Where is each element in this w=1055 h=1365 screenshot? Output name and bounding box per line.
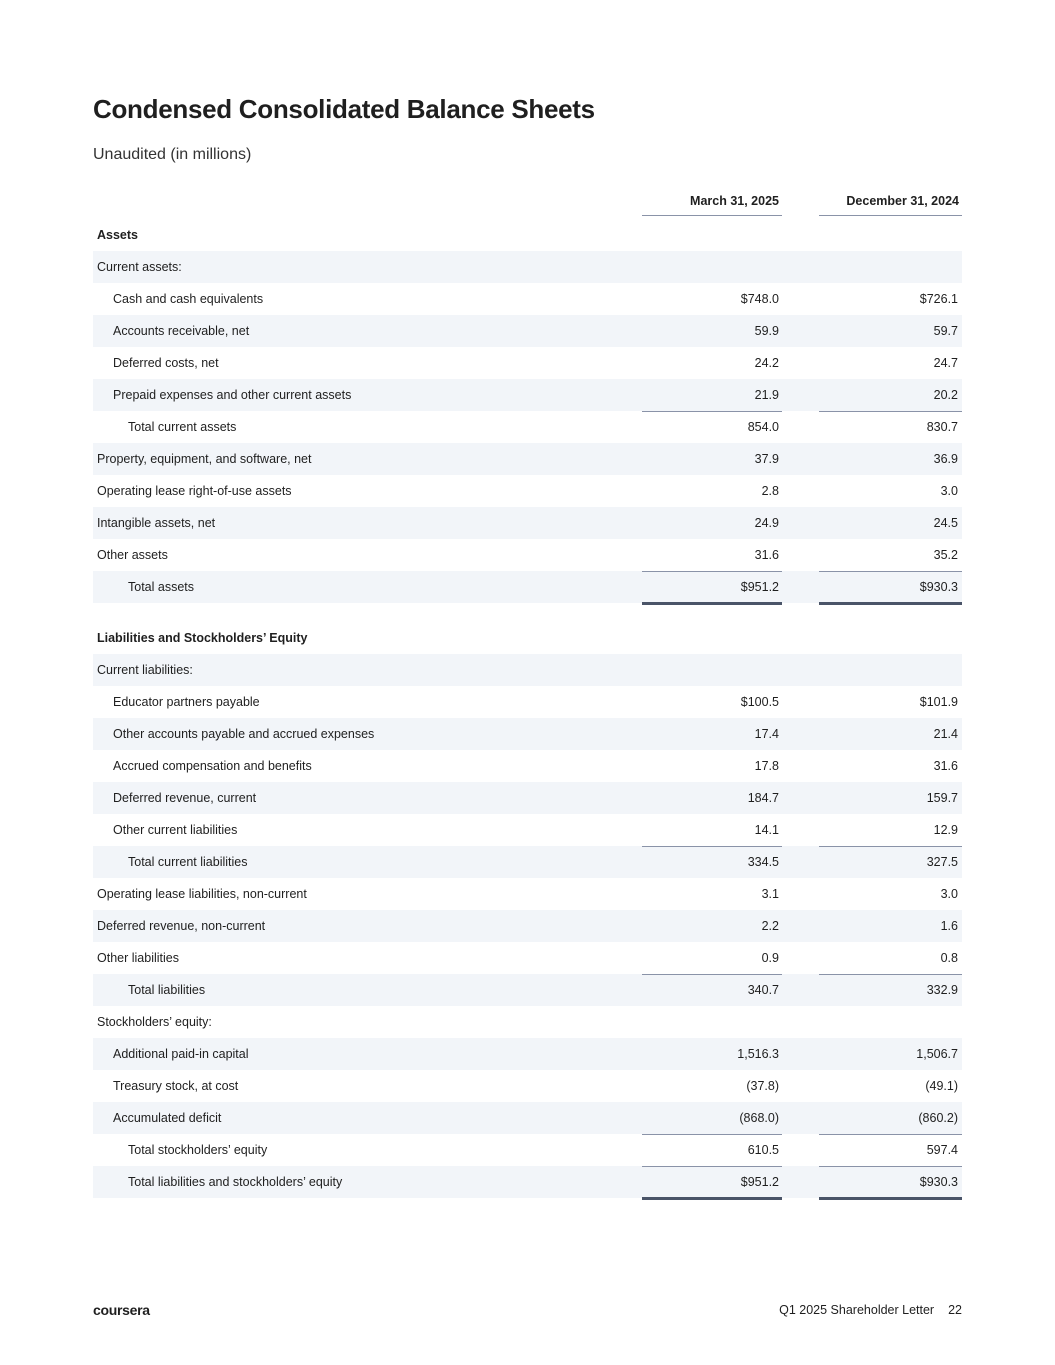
value-december-2024: 36.9 — [819, 443, 962, 475]
coursera-logo: coursera — [93, 1302, 150, 1318]
value-march-2025: 184.7 — [642, 782, 782, 814]
table-row — [93, 1006, 962, 1038]
table-row — [93, 750, 962, 782]
row-label: Accrued compensation and benefits — [113, 759, 312, 773]
value-march-2025: (868.0) — [642, 1102, 782, 1134]
value-december-2024: 327.5 — [819, 846, 962, 878]
column-gap — [782, 347, 819, 379]
row-label: Total current liabilities — [93, 846, 642, 878]
column-gap — [782, 718, 819, 750]
value-december-2024: 159.7 — [819, 782, 962, 814]
table-row — [93, 411, 962, 443]
value-march-2025: 37.9 — [642, 443, 782, 475]
document-name: Q1 2025 Shareholder Letter — [779, 1303, 935, 1317]
value-march-2025 — [642, 219, 782, 251]
value-december-2024: 12.9 — [933, 822, 958, 837]
table-row — [93, 1070, 962, 1102]
value-december-2024: 21.4 — [819, 718, 962, 750]
row-label: Operating lease right-of-use assets — [97, 484, 292, 498]
table-row — [93, 974, 962, 1006]
table-row — [93, 686, 962, 718]
value-december-2024: 0.8 — [940, 950, 958, 965]
column-gap — [782, 1038, 819, 1070]
value-march-2025: 24.2 — [754, 356, 779, 370]
value-december-2024: 24.7 — [933, 356, 958, 370]
row-label: Assets — [97, 228, 138, 242]
row-label: Other liabilities — [97, 951, 179, 965]
column-gap — [782, 539, 819, 571]
table-row — [93, 718, 962, 750]
table-row — [93, 1038, 962, 1070]
row-label: Total current assets — [128, 420, 237, 434]
table-row — [93, 814, 962, 846]
column-gap — [782, 379, 819, 411]
row-label: Additional paid-in capital — [93, 1038, 642, 1070]
value-march-2025: 17.4 — [642, 718, 782, 750]
table-row — [93, 571, 962, 603]
value-december-2024: 1.6 — [819, 910, 962, 942]
value-december-2024: 20.2 — [819, 379, 962, 411]
column-gap — [782, 283, 819, 315]
footer-info — [765, 1303, 962, 1317]
column-gap — [782, 1134, 819, 1166]
value-december-2024 — [819, 219, 962, 251]
row-label: Stockholders’ equity: — [97, 1015, 212, 1029]
value-march-2025: $951.2 — [642, 571, 782, 603]
value-december-2024: (860.2) — [819, 1102, 962, 1134]
column-gap — [782, 1166, 819, 1198]
value-december-2024: 31.6 — [933, 759, 958, 773]
value-march-2025: 340.7 — [642, 974, 782, 1006]
value-march-2025: 3.1 — [761, 887, 779, 901]
value-december-2024 — [819, 251, 962, 283]
table-row — [93, 283, 962, 315]
column-gap — [782, 571, 819, 603]
table-row — [93, 910, 962, 942]
column-gap — [782, 942, 819, 974]
row-label: Operating lease liabilities, non-current — [97, 887, 307, 901]
table-row — [93, 846, 962, 878]
value-march-2025: 0.9 — [761, 950, 779, 965]
table-row — [93, 1134, 962, 1166]
row-label: Other assets — [97, 548, 168, 562]
column-gap — [782, 782, 819, 814]
value-march-2025: 24.9 — [642, 507, 782, 539]
table-row — [93, 315, 962, 347]
table-row — [93, 622, 962, 654]
page-subtitle: Unaudited (in millions) — [93, 146, 252, 163]
value-december-2024: 830.7 — [819, 411, 962, 443]
value-december-2024: 1,506.7 — [819, 1038, 962, 1070]
value-march-2025: 2.2 — [642, 910, 782, 942]
table-row — [93, 379, 962, 411]
row-label: Cash and cash equivalents — [113, 292, 264, 306]
page-title: Condensed Consolidated Balance Sheets — [93, 94, 595, 124]
row-label: Current assets: — [93, 251, 642, 283]
value-march-2025: 610.5 — [642, 1134, 782, 1166]
value-december-2024: 3.0 — [940, 887, 958, 901]
row-label: Educator partners payable — [113, 695, 260, 709]
table-row — [93, 878, 962, 910]
value-march-2025: $951.2 — [642, 1166, 782, 1198]
value-december-2024: 35.2 — [933, 547, 958, 562]
row-label: Deferred revenue, current — [93, 782, 642, 814]
value-march-2025: 59.9 — [642, 315, 782, 347]
row-label: Intangible assets, net — [93, 507, 642, 539]
table-row — [93, 782, 962, 814]
row-label: Deferred costs, net — [113, 356, 219, 370]
value-december-2024 — [819, 1006, 962, 1038]
row-label: Accumulated deficit — [93, 1102, 642, 1134]
table-row — [93, 219, 962, 251]
column-gap — [782, 1070, 819, 1102]
value-december-2024: $101.9 — [919, 695, 958, 709]
value-march-2025: (37.8) — [746, 1079, 779, 1093]
value-march-2025: 17.8 — [754, 759, 779, 773]
column-gap — [782, 507, 819, 539]
table-row — [93, 539, 962, 571]
row-label: Total liabilities and stockholders’ equity — [93, 1166, 642, 1198]
table-row — [93, 1166, 962, 1198]
row-label: Current liabilities: — [93, 654, 642, 686]
row-label: Total assets — [93, 571, 642, 603]
assets-table — [93, 219, 962, 605]
column-gap — [782, 219, 819, 251]
table-row — [93, 475, 962, 507]
column-gap — [782, 1102, 819, 1134]
row-label: Total stockholders’ equity — [128, 1143, 268, 1157]
value-december-2024 — [819, 622, 962, 654]
value-march-2025: 21.9 — [642, 379, 782, 411]
value-december-2024: $930.3 — [819, 571, 962, 603]
value-march-2025 — [642, 622, 782, 654]
row-label: Property, equipment, and software, net — [93, 443, 642, 475]
value-march-2025: 1,516.3 — [642, 1038, 782, 1070]
value-december-2024: 332.9 — [819, 974, 962, 1006]
value-december-2024: (49.1) — [925, 1079, 958, 1093]
column-gap — [782, 443, 819, 475]
value-march-2025 — [642, 1006, 782, 1038]
column-gap — [782, 814, 819, 846]
table-row — [93, 443, 962, 475]
column-header-march-2025: March 31, 2025 — [642, 194, 782, 216]
column-gap — [782, 251, 819, 283]
column-header-december-2024: December 31, 2024 — [819, 194, 962, 216]
value-december-2024 — [819, 654, 962, 686]
column-gap — [782, 475, 819, 507]
column-gap — [782, 750, 819, 782]
value-december-2024: 24.5 — [819, 507, 962, 539]
value-march-2025 — [642, 251, 782, 283]
column-gap — [782, 315, 819, 347]
value-march-2025: $748.0 — [740, 292, 779, 306]
row-label: Other current liabilities — [113, 823, 238, 837]
value-december-2024: 59.7 — [819, 315, 962, 347]
page-number: 22 — [948, 1303, 962, 1317]
column-gap — [782, 974, 819, 1006]
column-gap — [782, 411, 819, 443]
table-row — [93, 654, 962, 686]
table-row — [93, 1102, 962, 1134]
value-december-2024: $726.1 — [919, 292, 958, 306]
liabilities-equity-table — [93, 622, 962, 1200]
table-row — [93, 347, 962, 379]
column-gap — [782, 910, 819, 942]
column-gap — [782, 846, 819, 878]
column-gap — [782, 686, 819, 718]
row-label: Total liabilities — [93, 974, 642, 1006]
value-december-2024: 3.0 — [940, 484, 958, 498]
row-label: Liabilities and Stockholders’ Equity — [97, 631, 308, 645]
row-label: Prepaid expenses and other current assets — [93, 379, 642, 411]
value-march-2025: 2.8 — [761, 484, 779, 498]
value-december-2024: $930.3 — [819, 1166, 962, 1198]
row-label: Treasury stock, at cost — [113, 1079, 239, 1093]
value-march-2025: 14.1 — [754, 822, 779, 837]
value-december-2024: 597.4 — [819, 1134, 962, 1166]
value-march-2025: 854.0 — [642, 411, 782, 443]
value-march-2025: 334.5 — [642, 846, 782, 878]
column-gap — [782, 1006, 819, 1038]
column-gap — [782, 654, 819, 686]
value-march-2025: $100.5 — [740, 695, 779, 709]
value-march-2025: 31.6 — [754, 547, 779, 562]
table-row — [93, 251, 962, 283]
table-row — [93, 507, 962, 539]
column-gap — [782, 622, 819, 654]
row-label: Accounts receivable, net — [93, 315, 642, 347]
column-gap — [782, 878, 819, 910]
row-label: Other accounts payable and accrued expenses — [93, 718, 642, 750]
table-row — [93, 942, 962, 974]
value-march-2025 — [642, 654, 782, 686]
row-label: Deferred revenue, non-current — [93, 910, 642, 942]
